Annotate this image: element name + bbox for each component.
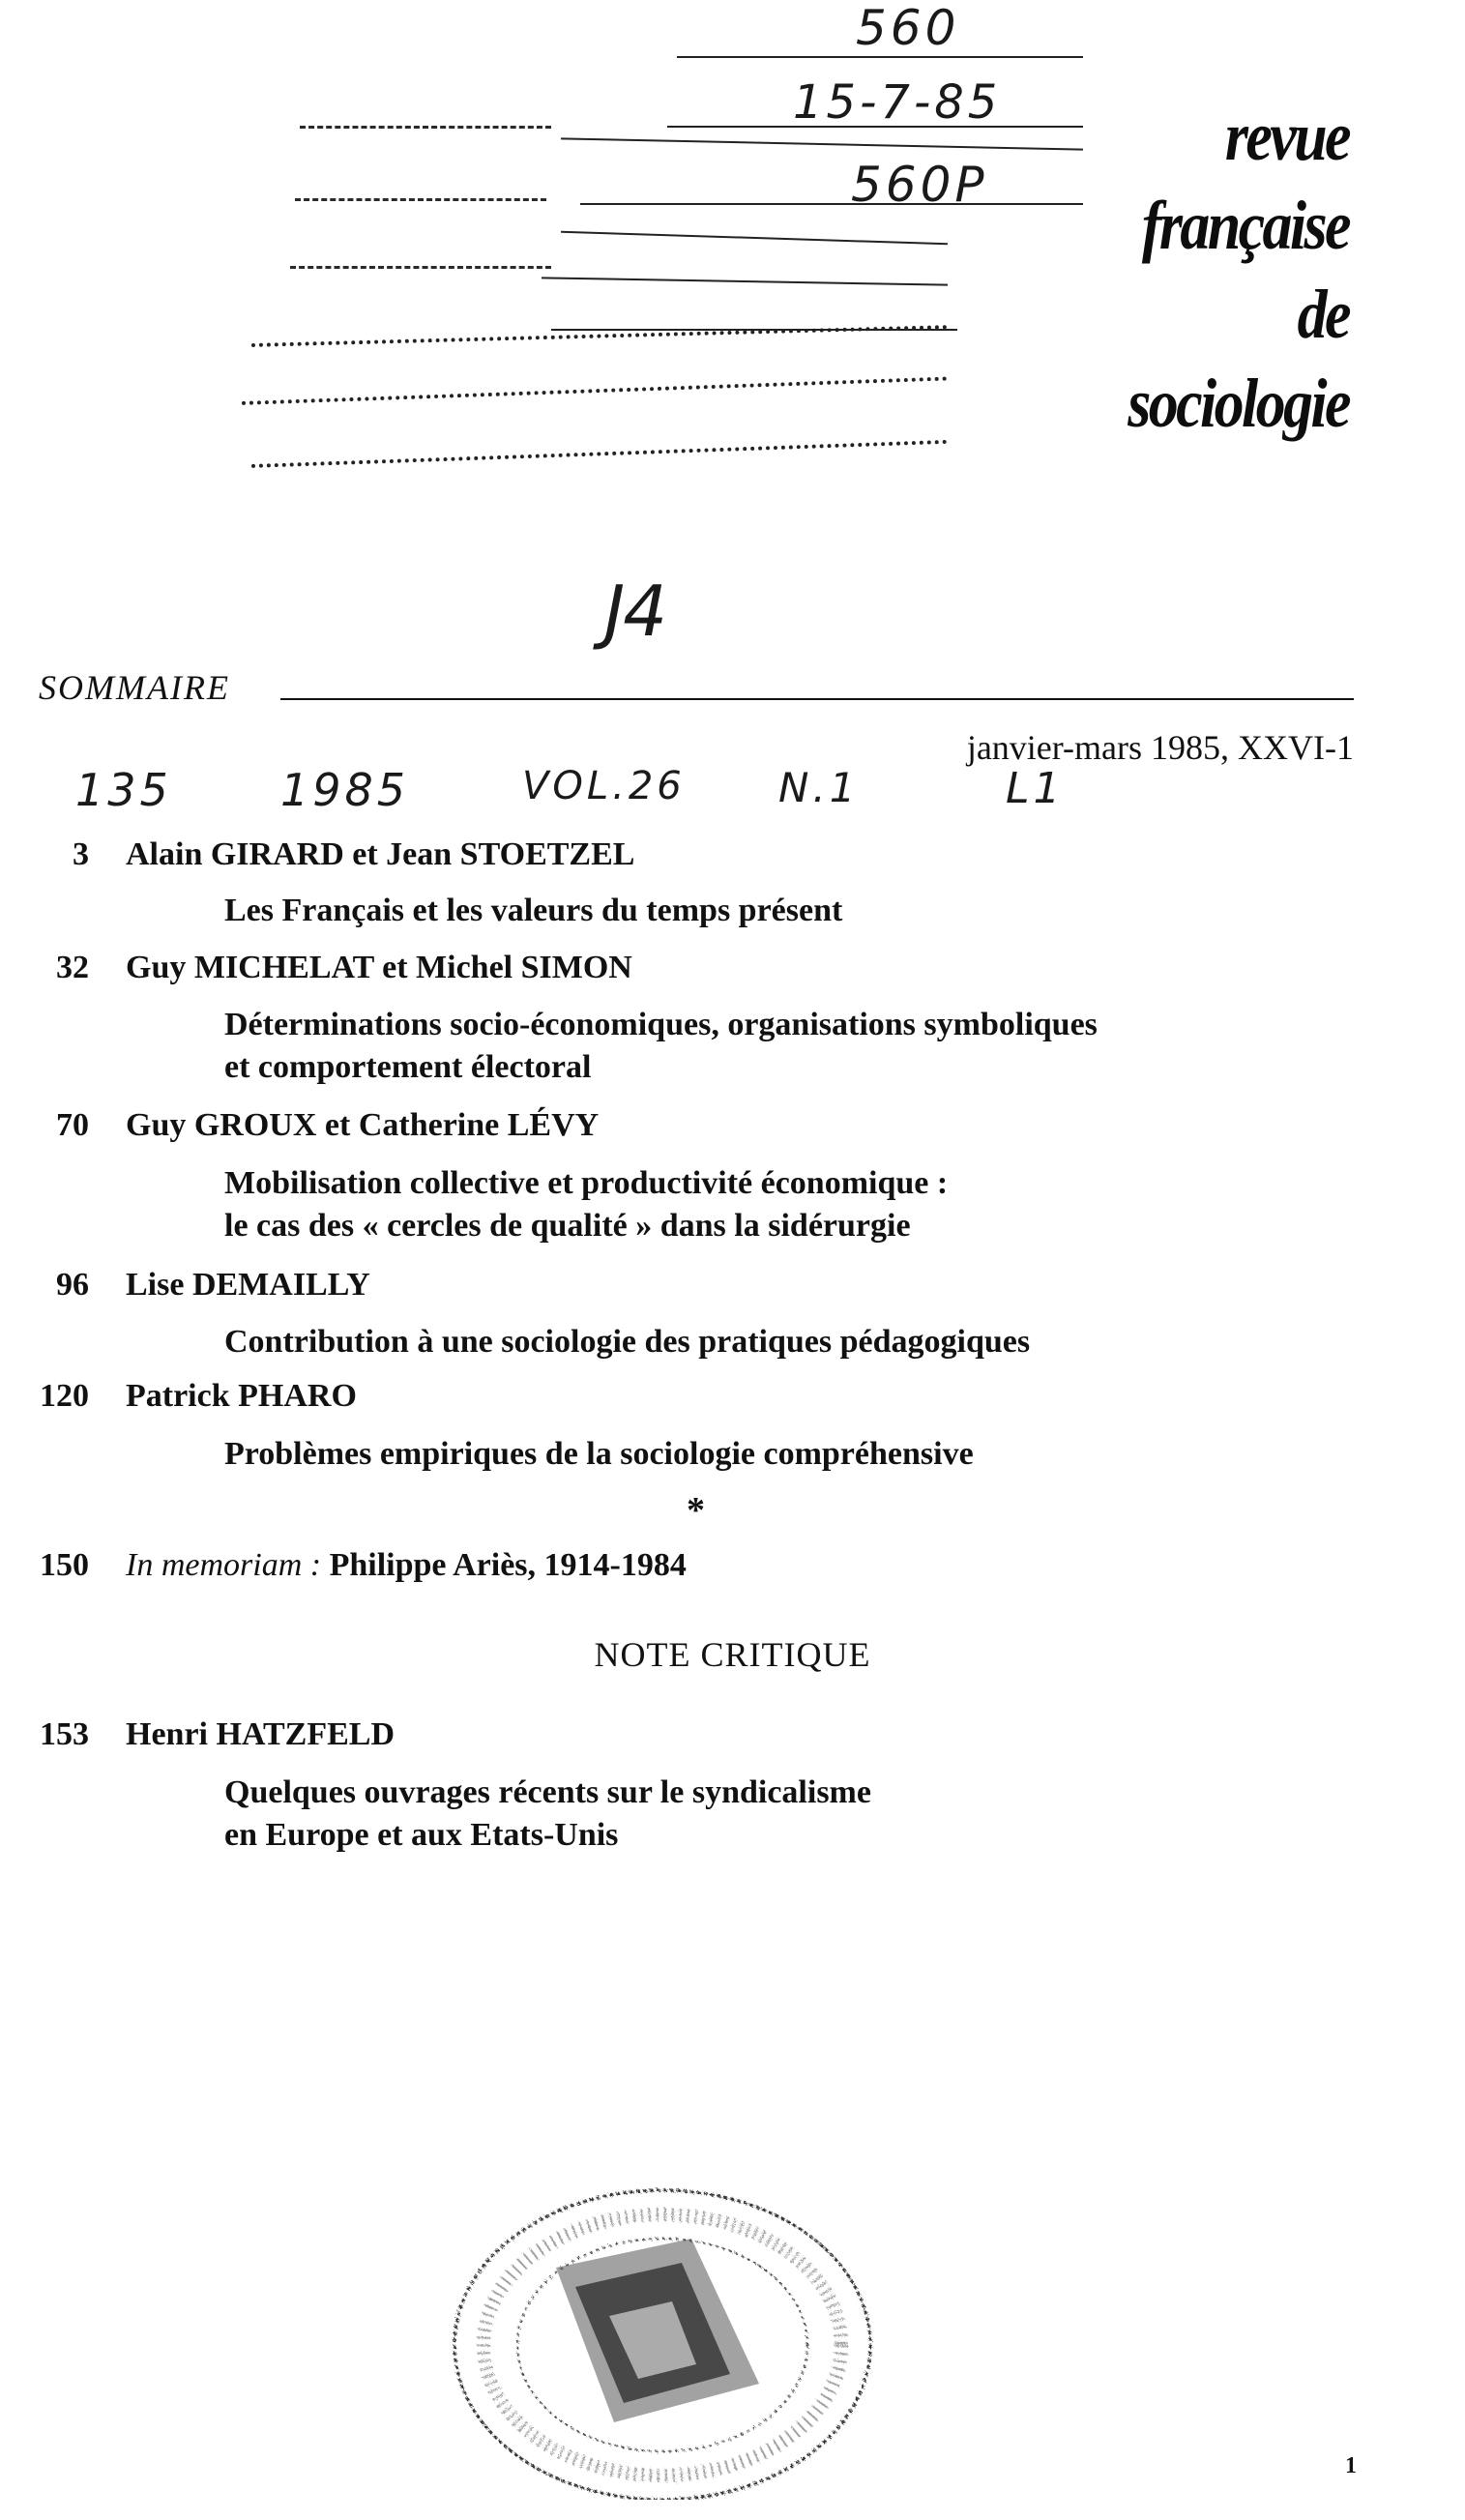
toc-title: et comportement électoral [224,1049,592,1085]
toc-page-number: 153 [40,1716,89,1752]
toc-page-number: 70 [56,1107,89,1143]
masthead-line: sociologie [1128,365,1349,442]
catalog-issue: N.1 [778,764,860,811]
page-number: 1 [1345,2453,1357,2478]
memoriam-text: Philippe Ariès, 1914-1984 [329,1547,687,1583]
catalog-volume: VOL.26 [522,764,686,808]
stamp-number: 560 [856,0,960,56]
toc-page-number: 120 [40,1378,89,1414]
stamp-script [251,440,948,468]
masthead-line: française [1141,187,1349,264]
catalog-year: 1985 [280,764,410,816]
toc-page-number: 96 [56,1267,89,1303]
stamp-rule [561,137,1083,150]
section-separator: * [687,1490,705,1531]
note-critique-heading: NOTE CRITIQUE [594,1635,871,1674]
journal-masthead [1128,92,1349,448]
toc-title: Les Français et les valeurs du temps présent [224,893,843,928]
catalog-location: L1 [1006,764,1065,813]
toc-author: Guy GROUX et Catherine LÉVY [126,1107,600,1143]
stamp-date: 15-7-85 [793,75,1002,130]
toc-title: Problèmes empiriques de la sociologie compréhensive [224,1436,974,1472]
toc-author: Lise DEMAILLY [126,1267,370,1303]
toc-title: le cas des « cercles de qualité » dans la sidérurgie [224,1208,911,1244]
toc-page-number: 3 [73,836,89,872]
stamp-rule [542,277,948,285]
toc-author: Alain GIRARD et Jean STOETZEL [126,836,635,872]
catalog-number: 135 [75,764,172,816]
masthead-line: de [1297,276,1349,353]
toc-title: en Europe et aux Etats-Unis [224,1817,619,1853]
library-seal-stamp [440,2181,894,2500]
stamp-script [295,198,546,201]
issue-date: janvier-mars 1985, XXVI-1 [966,728,1354,767]
toc-page-number: 150 [40,1547,89,1583]
memoriam-line [126,1547,687,1584]
toc-author: Henri HATZFELD [126,1716,395,1752]
toc-title: Déterminations socio-économiques, organisations symboliques [224,1007,1098,1042]
memoriam-prefix: In memoriam : [126,1547,322,1583]
stamp-script [242,377,948,405]
stamp-rule [667,126,1083,128]
toc-title: Quelques ouvrages récents sur le syndicalisme [224,1774,871,1810]
stamp-rule [677,56,1083,58]
toc-author: Patrick PHARO [126,1378,357,1414]
toc-title: Contribution à une sociologie des pratiques pédagogiques [224,1324,1031,1360]
sommaire-rule [280,698,1354,700]
masthead-line: revue [1224,98,1349,175]
handwritten-mark: J4 [604,571,666,652]
stamp-script [290,266,551,269]
sommaire-heading: SOMMAIRE [39,668,230,707]
seal-emblem [556,2239,759,2422]
stamp-rule [580,203,1083,205]
stamp-rule [561,231,948,246]
toc-page-number: 32 [56,950,89,985]
toc-author: Guy MICHELAT et Michel SIMON [126,950,632,985]
stamp-script [300,126,551,129]
stamp-code: 560P [851,157,988,213]
toc-title: Mobilisation collective et productivité économique : [224,1165,949,1201]
